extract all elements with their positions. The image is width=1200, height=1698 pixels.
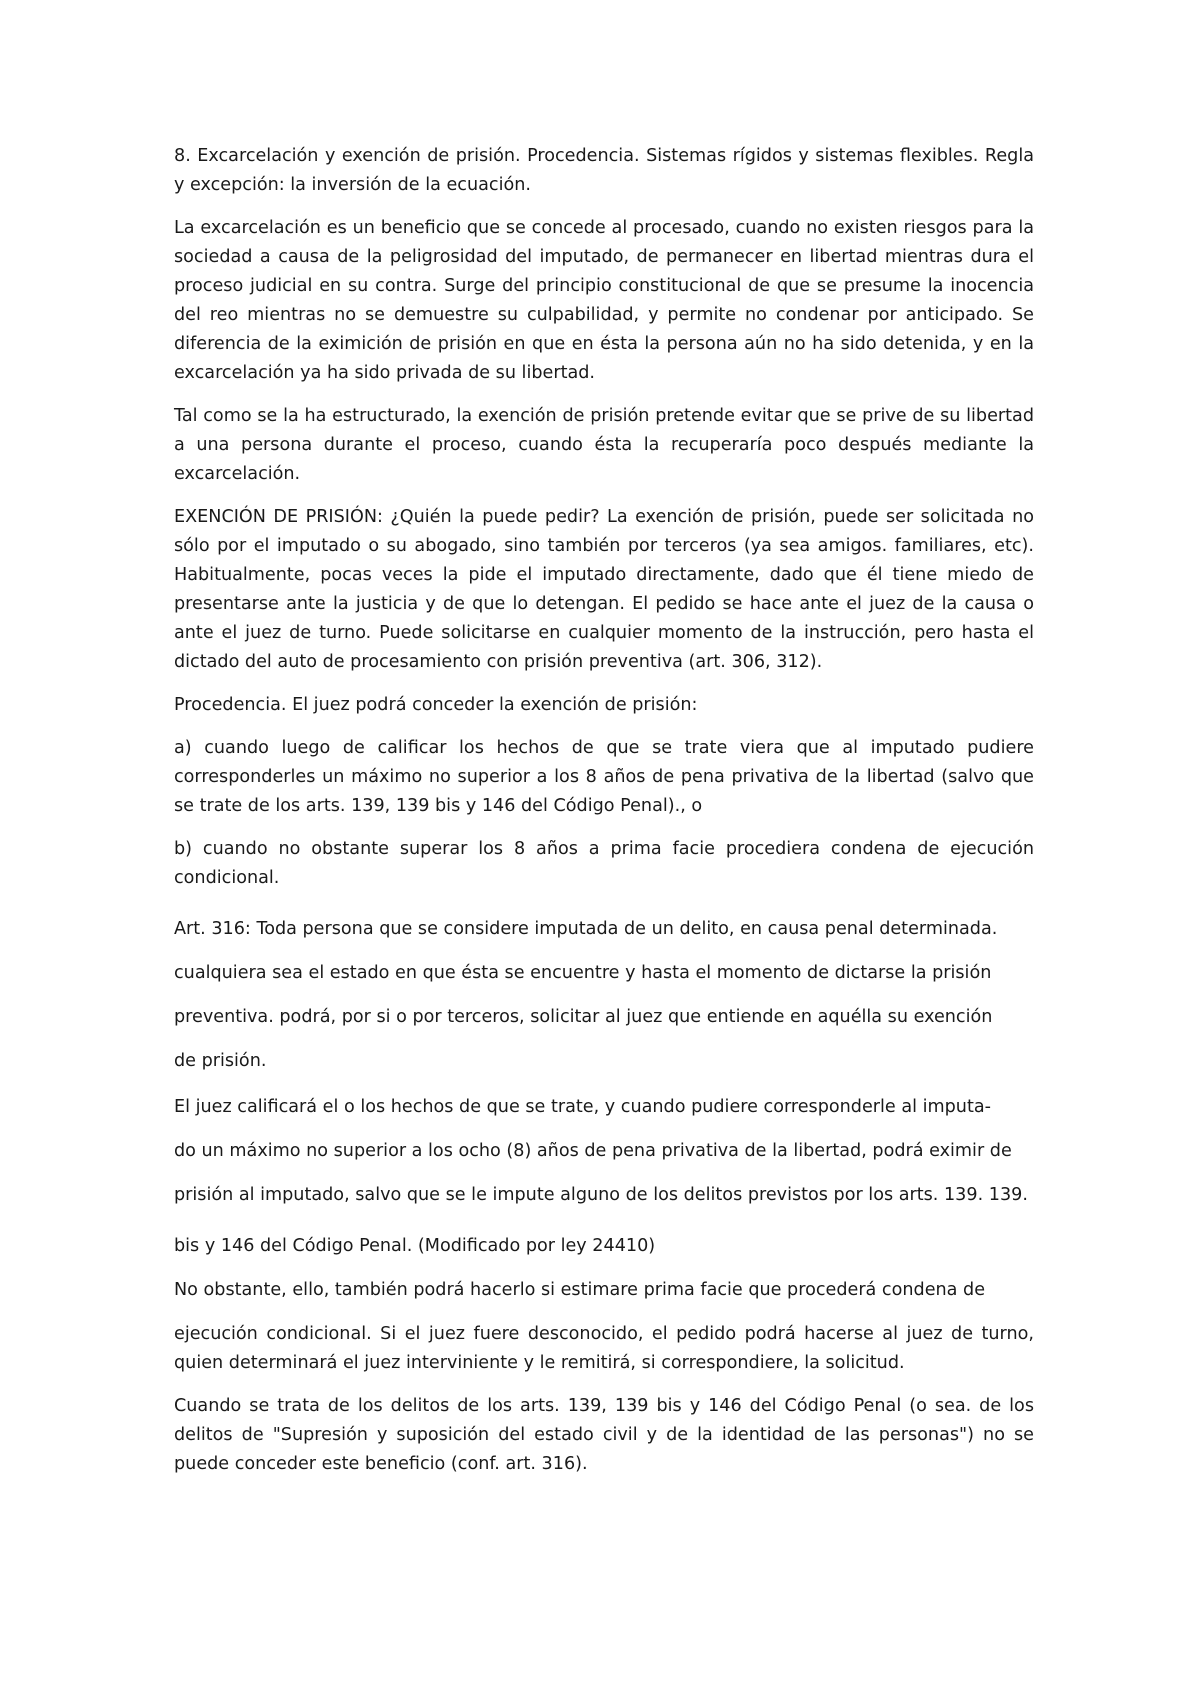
paragraph-excarcelacion-definition: La excarcelación es un beneficio que se concede al procesado, cuando no existen riesgos para la sociedad a causa de la peligrosidad del imputado, de permanecer en libertad mientras dura el proceso judicial en su contra. Surge del principio constitucional de que se presume la inocencia del reo mientras no se demuestre su culpabilidad, y permite no condenar por anticipado. Se diferencia de la eximición de prisión en que en ésta la persona aún no ha sido detenida, y en la excarcelación ya ha sido privada de su libertad.: [174, 218, 1034, 383]
list-item-a: a) cuando luego de calificar los hechos de que se trate viera que al imputado pudiere corresponderles un máximo no superior a los 8 años de pena privativa de la libertad (salvo que se trate de los arts. 139, 139 bis y 146 del Código Penal)., o: [174, 738, 1034, 816]
paragraph-delitos-excluidos: Cuando se trata de los delitos de los arts. 139, 139 bis y 146 del Código Penal (o sea. de los delitos de "Supresión y suposición del estado civil y de la identidad de las personas") no se puede conceder este beneficio (conf. art. 316).: [174, 1396, 1034, 1474]
article-316-line-2: cualquiera sea el estado en que ésta se encuentre y hasta el momento de dictarse la prisión: [174, 963, 992, 983]
document-page: [174, 142, 1034, 1493]
article-316-line-3: preventiva. podrá, por si o por terceros, solicitar al juez que entiende en aquélla su exención: [174, 1007, 993, 1027]
list-item-b: b) cuando no obstante superar los 8 años a prima facie procediera condena de ejecución condicional.: [174, 839, 1034, 888]
article-316-line-1: Art. 316: Toda persona que se considere imputada de un delito, en causa penal determinada.: [174, 919, 998, 939]
paragraph-exencion-purpose: Tal como se la ha estructurado, la exención de prisión pretende evitar que se prive de su libertad a una persona durante el proceso, cuando ésta la recuperaría poco después mediante la excarcelación.: [174, 406, 1034, 484]
article-316-line-9: No obstante, ello, también podrá hacerlo si estimare prima facie que procederá condena de: [174, 1280, 986, 1300]
article-316-line-6: do un máximo no superior a los ocho (8) años de pena privativa de la libertad, podrá eximir de: [174, 1141, 1012, 1161]
article-316-line-10: ejecución condicional. Si el juez fuere desconocido, el pedido podrá hacerse al juez de turno, quien determinará el juez interviniente y le remitirá, si correspondiere, la solicitud.: [174, 1324, 1034, 1373]
article-316-line-7: prisión al imputado, salvo que se le impute alguno de los delitos previstos por los arts. 139. 139.: [174, 1185, 1028, 1205]
section-heading: 8. Excarcelación y exención de prisión. Procedencia. Sistemas rígidos y sistemas flexibles. Regla y excepción: la inversión de la ecuación.: [174, 146, 1034, 195]
article-316-line-5: El juez calificará el o los hechos de que se trate, y cuando pudiere corresponderle al imputa-: [174, 1097, 991, 1117]
article-316-line-4: de prisión.: [174, 1051, 267, 1071]
paragraph-procedencia: Procedencia. El juez podrá conceder la exención de prisión:: [174, 695, 698, 715]
article-316-line-8: bis y 146 del Código Penal. (Modificado por ley 24410): [174, 1236, 656, 1256]
paragraph-exencion-de-prision: EXENCIÓN DE PRISIÓN: ¿Quién la puede pedir? La exención de prisión, puede ser solicitada no sólo por el imputado o su abogado, sino también por terceros (ya sea amigos. familiares, etc). Habitualmente, pocas veces la pide el imputado directamente, dado que él tiene miedo de presentarse ante la justicia y de que lo detengan. El pedido se hace ante el juez de la causa o ante el juez de turno. Puede solicitarse en cualquier momento de la instrucción, pero hasta el dictado del auto de procesamiento con prisión preventiva (art. 306, 312).: [174, 507, 1034, 672]
